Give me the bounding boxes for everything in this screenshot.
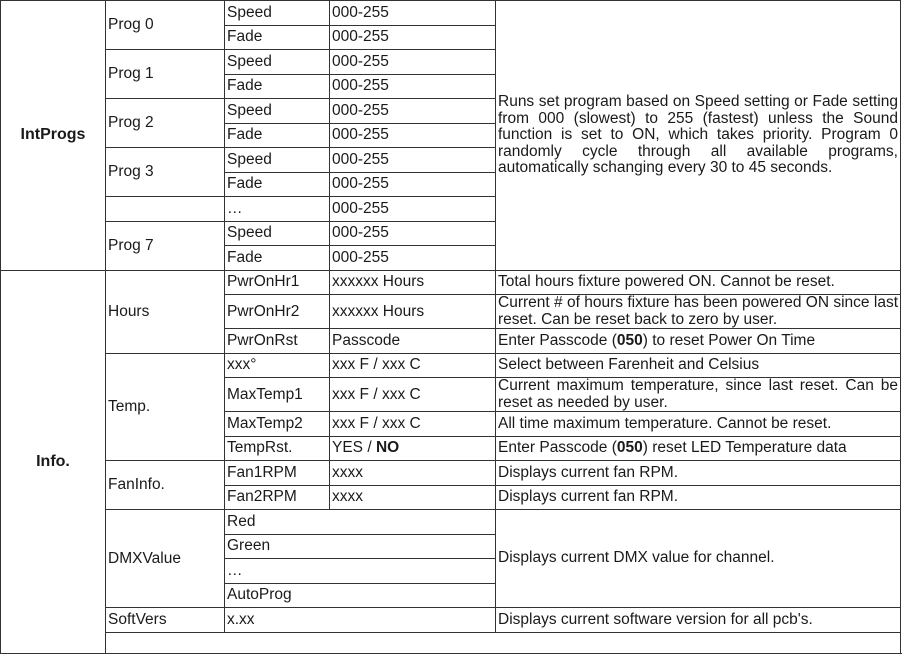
param-cell: MaxTemp2 [225, 412, 330, 437]
table-row [1, 1, 901, 26]
prog-name: Prog 7 [106, 221, 225, 270]
desc-cell [496, 329, 901, 354]
param-cell: Fade [225, 172, 330, 197]
param-cell: xxx° [225, 353, 330, 378]
value-text: YES / [332, 439, 376, 457]
table-row [1, 608, 901, 633]
table-row [1, 353, 901, 378]
param-cell: Fan1RPM [225, 461, 330, 486]
desc-cell: All time maximum temperature. Cannot be reset. [496, 412, 901, 437]
prog-name: Prog 2 [106, 99, 225, 148]
passcode-value: 050 [616, 331, 643, 349]
param-cell: Speed [225, 1, 330, 26]
sub-group-dmxvalue: DMXValue [106, 510, 225, 608]
value-default: NO [375, 439, 400, 457]
value-cell: Passcode [330, 329, 496, 354]
value-cell: 000-255 [330, 148, 496, 173]
desc-cell: Displays current software version for all pcb's. [496, 608, 901, 633]
param-cell: Fan2RPM [225, 485, 330, 510]
dmx-channel: Red [225, 510, 496, 535]
desc-cell: Total hours fixture powered ON. Cannot be reset. [496, 270, 901, 295]
desc-cell: Current maximum temperature, since last reset. Can be reset as needed by user. [496, 378, 901, 412]
param-cell: Speed [225, 148, 330, 173]
param-cell: PwrOnHr2 [225, 295, 330, 329]
param-cell: Fade [225, 123, 330, 148]
value-cell: xxxx [330, 485, 496, 510]
table-row [1, 270, 901, 295]
param-cell: Fade [225, 25, 330, 50]
value-cell: 000-255 [330, 172, 496, 197]
sub-group-faninfo: FanInfo. [106, 461, 225, 510]
value-cell: x.xx [225, 608, 496, 633]
value-cell: xxxxxx Hours [330, 270, 496, 295]
value-cell: xxxx [330, 461, 496, 486]
desc-text: ) reset LED Temperature data [642, 439, 847, 456]
desc-text: Enter Passcode ( [498, 331, 617, 349]
dmx-description: Displays current DMX value for channel. [496, 510, 901, 608]
prog-name: Prog 1 [106, 50, 225, 99]
prog-name [106, 197, 225, 222]
value-cell: 000-255 [330, 221, 496, 246]
value-cell: 000-255 [330, 99, 496, 124]
value-cell: 000-255 [330, 1, 496, 26]
dmx-channel: Green [225, 534, 496, 559]
param-cell: Speed [225, 221, 330, 246]
intprogs-description: Runs set program based on Speed setting or Fade setting from 000 (slowest) to 255 (fastest) unless the Sound function is set to ON, which takes priority. Program 0 randomly cycle through all available programs, automatically schanging every 30 to 45 seconds. [496, 1, 901, 271]
desc-cell: Select between Farenheit and Celsius [496, 353, 901, 378]
prog-name: Prog 0 [106, 1, 225, 50]
table-row [1, 510, 901, 535]
desc-cell: Current # of hours fixture has been powered ON since last reset. Can be reset back to zero by user. [496, 295, 901, 329]
group-info: Info. [1, 270, 106, 653]
param-cell: Speed [225, 50, 330, 75]
value-cell: 000-255 [330, 246, 496, 271]
param-cell: … [225, 197, 330, 222]
sub-group-softvers: SoftVers [106, 608, 225, 633]
sub-group-hours: Hours [106, 270, 225, 353]
param-cell: Fade [225, 74, 330, 99]
desc-text: ) to reset Power On Time [642, 331, 816, 349]
value-cell: 000-255 [330, 197, 496, 222]
desc-cell: Displays current fan RPM. [496, 461, 901, 486]
value-cell: xxxxxx Hours [330, 295, 496, 329]
group-intprogs: IntProgs [1, 1, 106, 271]
table-row [1, 632, 901, 653]
param-cell: PwrOnHr1 [225, 270, 330, 295]
param-cell: Fade [225, 246, 330, 271]
value-cell: xxx F / xxx C [330, 353, 496, 378]
prog-name: Prog 3 [106, 148, 225, 197]
value-cell: 000-255 [330, 25, 496, 50]
param-cell: Speed [225, 99, 330, 124]
passcode-value: 050 [616, 439, 643, 456]
dmx-channel: AutoProg [225, 583, 496, 608]
value-cell: xxx F / xxx C [330, 412, 496, 437]
blank-cell [106, 632, 901, 653]
param-cell: TempRst. [225, 436, 330, 461]
sub-group-temp: Temp. [106, 353, 225, 461]
value-cell: xxx F / xxx C [330, 378, 496, 412]
param-cell: PwrOnRst [225, 329, 330, 354]
table-row [1, 461, 901, 486]
dmx-channel: … [225, 559, 496, 584]
value-cell: 000-255 [330, 50, 496, 75]
desc-cell: Displays current fan RPM. [496, 485, 901, 510]
value-cell [330, 436, 496, 461]
desc-cell [496, 436, 901, 461]
value-cell: 000-255 [330, 123, 496, 148]
value-cell: 000-255 [330, 74, 496, 99]
desc-text: Enter Passcode ( [498, 439, 617, 456]
param-cell: MaxTemp1 [225, 378, 330, 412]
